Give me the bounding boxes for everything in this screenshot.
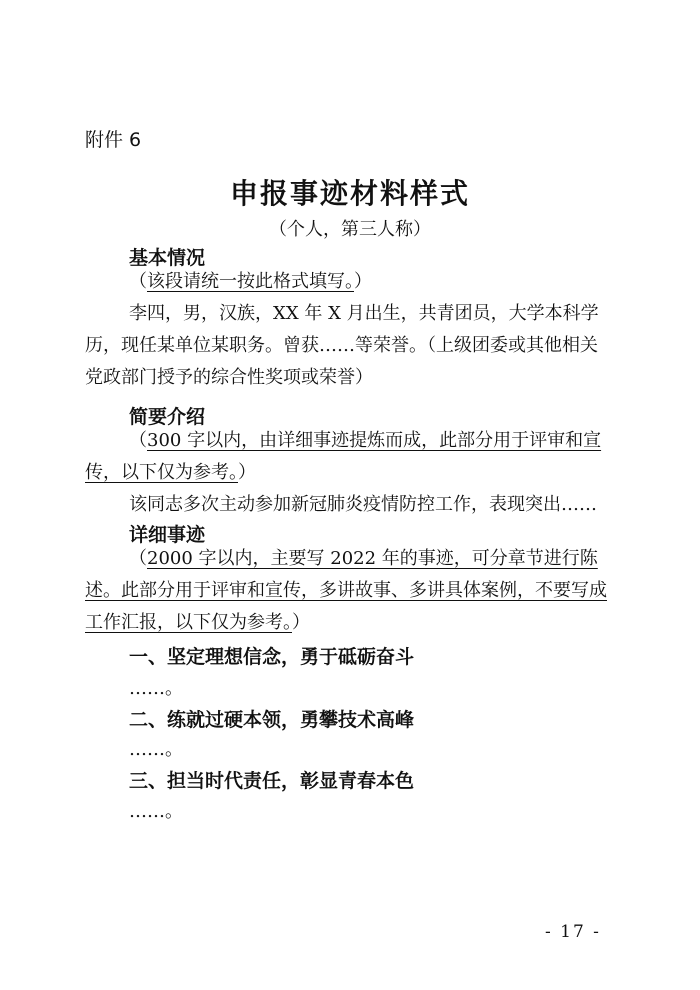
- note-close-paren: ）: [292, 612, 310, 633]
- section-heading-basic: 基本情况: [129, 247, 206, 269]
- note-close-paren: ）: [238, 462, 256, 483]
- note-open-paren: （: [129, 430, 147, 451]
- note-text: 2000 字以内，主要写 2022 年的事迹，可分章节进行陈述。此部分用于评审和宣传，多讲故事、多讲具体案例，不要写成工作汇报，以下仅为参考。: [85, 548, 607, 633]
- section-note-brief: [85, 425, 615, 489]
- section-heading-detail: 详细事迹: [129, 524, 206, 546]
- detail-item-heading: 三、担当时代责任，彰显青春本色: [129, 770, 415, 792]
- note-open-paren: （: [129, 548, 147, 569]
- detail-item-ellipsis: ……。: [129, 678, 183, 699]
- section-note-detail: [85, 543, 615, 639]
- document-subtitle: （个人，第三人称）: [269, 219, 431, 240]
- page-number: - 17 -: [545, 922, 601, 942]
- section-heading-brief: 简要介绍: [129, 406, 206, 428]
- section-body-basic: 李四，男，汉族，XX 年 X 月出生，共青团员，大学本科学历，现任某单位某职务。曾获……等荣誉。（上级团委或其他相关党政部门授予的综合性奖项或荣誉）: [85, 303, 599, 388]
- note-open-paren: （: [129, 271, 147, 292]
- note-close-paren: ）: [354, 271, 372, 292]
- attachment-label: 附件 6: [85, 129, 142, 151]
- detail-item-ellipsis: ……。: [129, 739, 183, 760]
- section-body-brief: 该同志多次主动参加新冠肺炎疫情防控工作，表现突出……: [129, 494, 597, 515]
- detail-item-ellipsis: ……。: [129, 801, 183, 822]
- note-text: 300 字以内，由详细事迹提炼而成，此部分用于评审和宣传，以下仅为参考。: [85, 430, 602, 483]
- detail-item-heading: 二、练就过硬本领，勇攀技术高峰: [129, 709, 415, 731]
- note-text: 该段请统一按此格式填写。: [147, 271, 354, 292]
- document-title: 申报事迹材料样式: [229, 177, 470, 210]
- section-note-basic: [129, 266, 372, 298]
- detail-item-heading: 一、坚定理想信念，勇于砥砺奋斗: [129, 646, 415, 668]
